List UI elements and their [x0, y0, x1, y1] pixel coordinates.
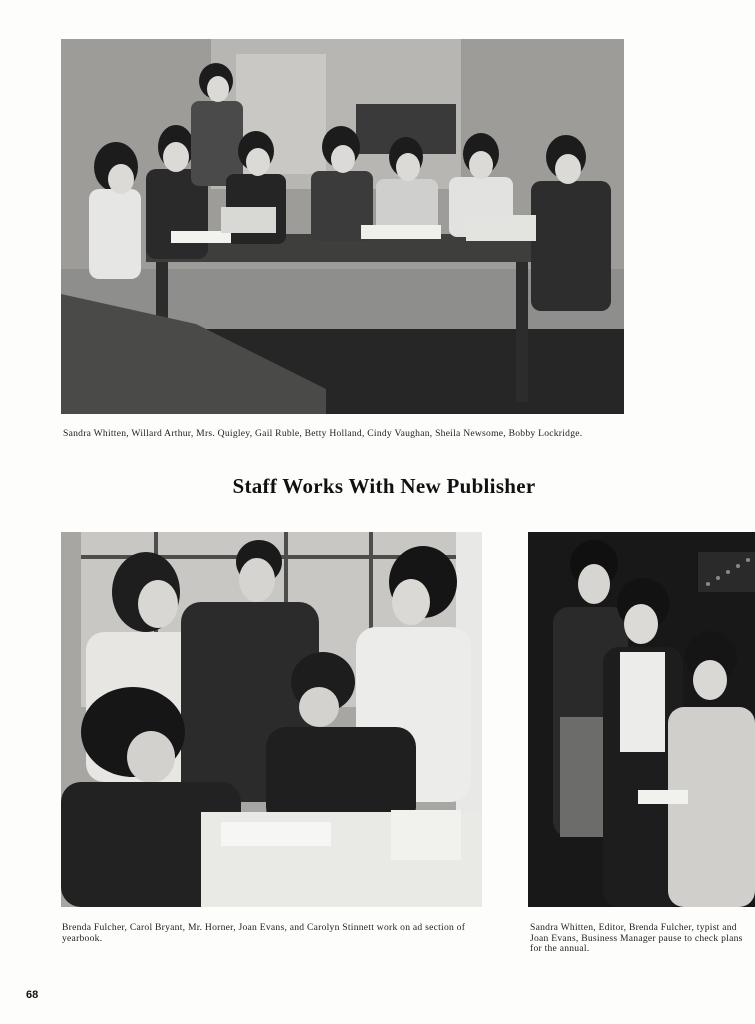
photo-ad-section — [61, 532, 482, 907]
photo-staff-table-image — [61, 39, 624, 414]
caption-ad-section: Brenda Fulcher, Carol Bryant, Mr. Horner, Joan Evans, and Carolyn Stinnett work on ad section of yearbook. — [62, 922, 466, 944]
page-headline: Staff Works With New Publisher — [232, 474, 536, 498]
photo-ad-section-image — [61, 532, 482, 907]
photo-annual-plans-image — [528, 532, 755, 907]
caption-annual-plans: Sandra Whitten, Editor, Brenda Fulcher, typist and Joan Evans, Business Manager pause to check plans for the annual. — [530, 922, 743, 954]
photo-annual-plans — [528, 532, 755, 907]
page-number: 68 — [26, 989, 39, 1001]
caption-staff-table: Sandra Whitten, Willard Arthur, Mrs. Quigley, Gail Ruble, Betty Holland, Cindy Vaughan, Sheila Newsome, Bobby Lockridge. — [63, 428, 583, 439]
photo-staff-table — [61, 39, 624, 414]
